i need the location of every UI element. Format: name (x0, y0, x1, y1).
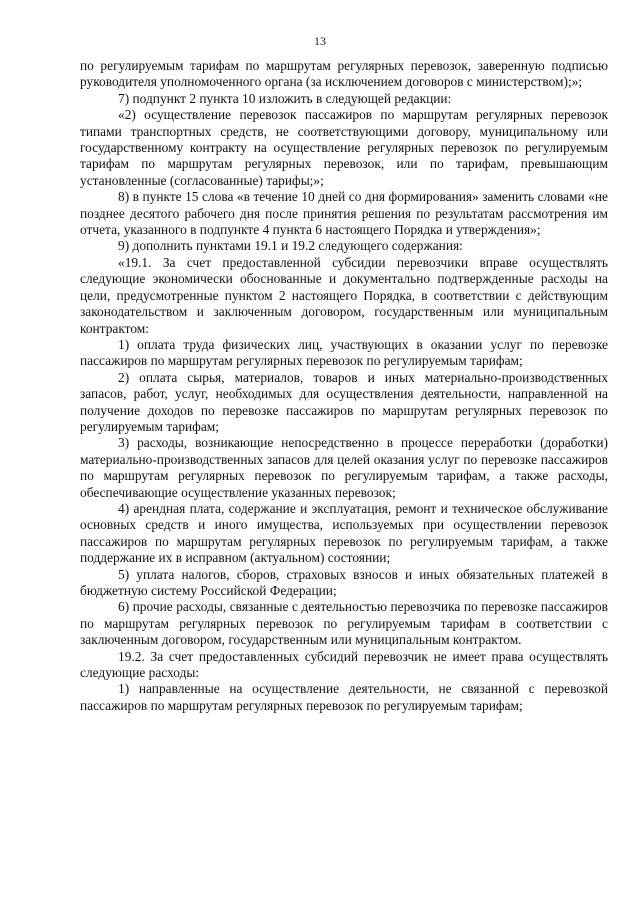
paragraph-expense-5: 5) уплата налогов, сборов, страховых взносов и иных обязательных платежей в бюджетную систему Российской Федерации; (80, 566, 608, 598)
paragraph-expense-2: 2) оплата сырья, материалов, товаров и иных материально-производственных запасов, работ, услуг, необходимых для осуществления деятельности, направленной на получение доходов по перевозке пассажиров по маршрутам регулярных перевозок по регулируемым тарифам; (80, 369, 608, 434)
paragraph-quoted-subitem-2: «2) осуществление перевозок пассажиров по маршрутам регулярных перевозок типами транспортных средств, не соответствующими договору, муниципальному или государственному контракту на осуществление регулярных перевозок по регулируемым тарифам по маршрутам регулярных перевозок, или по тарифам, превышающим установленные (согласованные) тарифы;»; (80, 107, 608, 188)
paragraph-item-7: 7) подпункт 2 пункта 10 изложить в следующей редакции: (118, 90, 452, 106)
paragraph-item-8: 8) в пункте 15 слова «в течение 10 дней со дня формирования» заменить словами «не позднее десятого рабочего дня после принятия решения по результатам рассмотрения им отчета, указанного в подпункте 4 пункта 6 настоящего Порядка и утверждения»; (80, 189, 608, 238)
document-body (80, 58, 608, 714)
paragraph-item-9: 9) дополнить пунктами 19.1 и 19.2 следующего содержания: (118, 238, 463, 254)
page-number: 13 (314, 34, 326, 48)
paragraph-continuation: по регулируемым тарифам по маршрутам регулярных перевозок, заверенную подписью руководителя уполномоченного органа (за исключением договоров с министерством);»; (80, 58, 608, 90)
paragraph-expense-4: 4) арендная плата, содержание и эксплуатация, ремонт и техническое обслуживание основных средств и иного имущества, используемых при осуществлении перевозок пассажиров по маршрутам регулярных перевозок по регулируемым тарифам, а также поддержание их в исправном (актуальном) состоянии; (80, 500, 608, 566)
paragraph-expense-6: 6) прочие расходы, связанные с деятельностью перевозчика по перевозке пассажиров по маршрутам регулярных перевозок по регулируемым тарифам в соответствии с заключенным договором, государственным или муниципальным контрактом. (80, 599, 608, 648)
paragraph-restriction-1: 1) направленные на осуществление деятельности, не связанной с перевозкой пассажиров по маршрутам регулярных перевозок по регулируемым тарифам; (80, 681, 608, 713)
paragraph-clause-19-2: 19.2. За счет предоставленных субсидий перевозчик не имеет права осуществлять следующие расходы: (80, 648, 608, 681)
paragraph-clause-19-1: «19.1. За счет предоставленной субсидии перевозчики вправе осуществлять следующие экономически обоснованные и документально подтвержденные расходы на цели, предусмотренные пунктом 2 настоящего Порядка, в соответствии с действующим законодательством и заключенным договором, государственным или муниципальным контрактом: (80, 254, 608, 336)
paragraph-expense-3: 3) расходы, возникающие непосредственно в процессе переработки (доработки) материально-производственных запасов для целей оказания услуг по перевозке пассажиров по маршрутам регулярных перевозок по регулируемым тарифам, а также расходы, обеспечивающие осуществление указанных перевозок; (80, 435, 608, 500)
paragraph-expense-1: 1) оплата труда физических лиц, участвующих в оказании услуг по перевозке пассажиров по маршрутам регулярных перевозок по регулируемым тарифам; (80, 336, 608, 369)
